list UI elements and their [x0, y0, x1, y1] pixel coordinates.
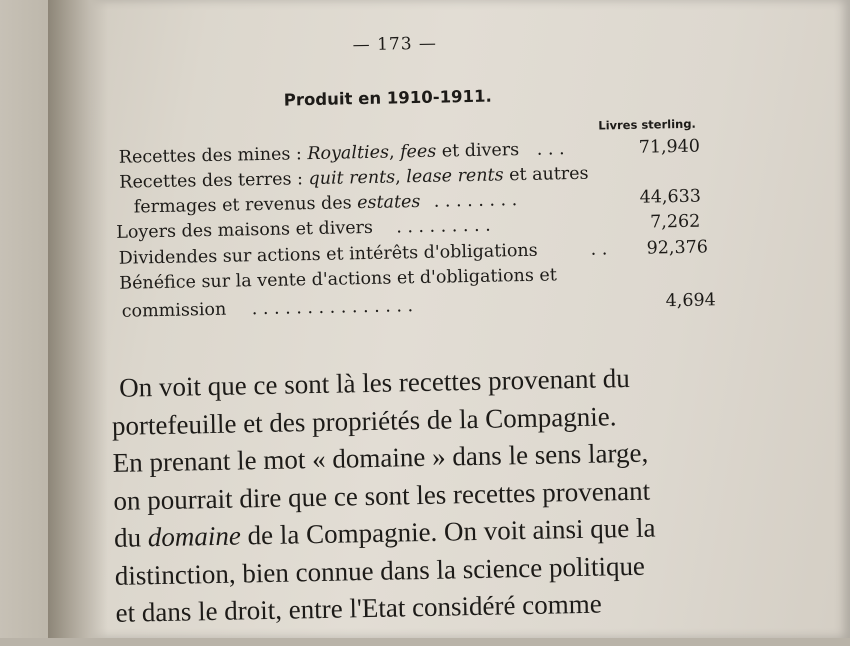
text-segment: de la Compagnie. On voit ainsi que la — [240, 512, 656, 551]
row-dots: . . . . . . . . — [433, 190, 518, 212]
row-label: fermages et revenus des — [133, 193, 358, 218]
row-dots: . . . — [536, 139, 565, 160]
row-label: Bénéfice sur la vente d'actions et d'obligations et — [119, 265, 557, 294]
paragraph-line: portefeuille et des propriétés de la Compagnie. — [111, 400, 617, 441]
paragraph-line: et dans le droit, entre l'Etat considéré comme — [115, 588, 602, 628]
revenue-row-dividendes — [118, 237, 709, 269]
paragraph-line: On voit que ce sont là les recettes provenant du — [118, 362, 631, 403]
revenue-row-mines — [118, 136, 701, 168]
text-segment-italic: domaine — [147, 520, 242, 553]
row-dots: . . . . . . . . . . . . . . . — [251, 296, 414, 320]
row-label: et divers — [436, 140, 520, 162]
row-label: Dividendes sur actions et intérêts d'obligations — [118, 240, 538, 269]
row-dots: . . — [590, 239, 608, 260]
revenue-row-commission — [121, 290, 716, 322]
row-dots: . . . . . . . . . — [396, 215, 491, 238]
row-label: , — [394, 167, 407, 188]
page-number: — 173 — — [352, 33, 438, 56]
row-label: Loyers des maisons et divers — [116, 217, 374, 243]
unit-header: Livres sterling. — [598, 116, 696, 133]
text-segment: du — [113, 522, 149, 553]
revenue-row-benefice — [119, 265, 557, 293]
revenue-row-loyers — [116, 211, 701, 243]
row-value: 71,940 — [638, 136, 701, 158]
body-paragraph — [111, 357, 766, 632]
paragraph-line: En prenant le mot « domaine » dans le sens large, — [112, 437, 649, 478]
row-value: 44,633 — [639, 186, 702, 208]
row-value: 7,262 — [649, 211, 701, 233]
row-label: , — [388, 142, 401, 163]
revenue-row-terres — [119, 164, 589, 193]
row-label: Recettes des terres : — [119, 169, 309, 193]
row-label: et autres — [503, 163, 589, 186]
row-label-italic: lease rents — [406, 165, 504, 188]
paragraph-line: distinction, bien connue dans la science politique — [114, 550, 646, 591]
paragraph-line: on pourrait dire que ce sont les recettes provenant — [113, 475, 651, 516]
row-label-italic: fees — [399, 141, 437, 163]
revenue-row-fermages — [133, 186, 702, 218]
row-label: commission — [121, 299, 227, 322]
row-label-italic: estates — [356, 191, 421, 214]
row-label-italic: quit rents — [308, 167, 396, 190]
row-value: 92,376 — [646, 237, 709, 259]
section-title: Produit en 1910-1911. — [283, 86, 492, 110]
row-value: 4,694 — [665, 290, 716, 312]
row-label-italic: Royalties — [307, 142, 390, 165]
row-label: Recettes des mines : — [118, 144, 308, 168]
